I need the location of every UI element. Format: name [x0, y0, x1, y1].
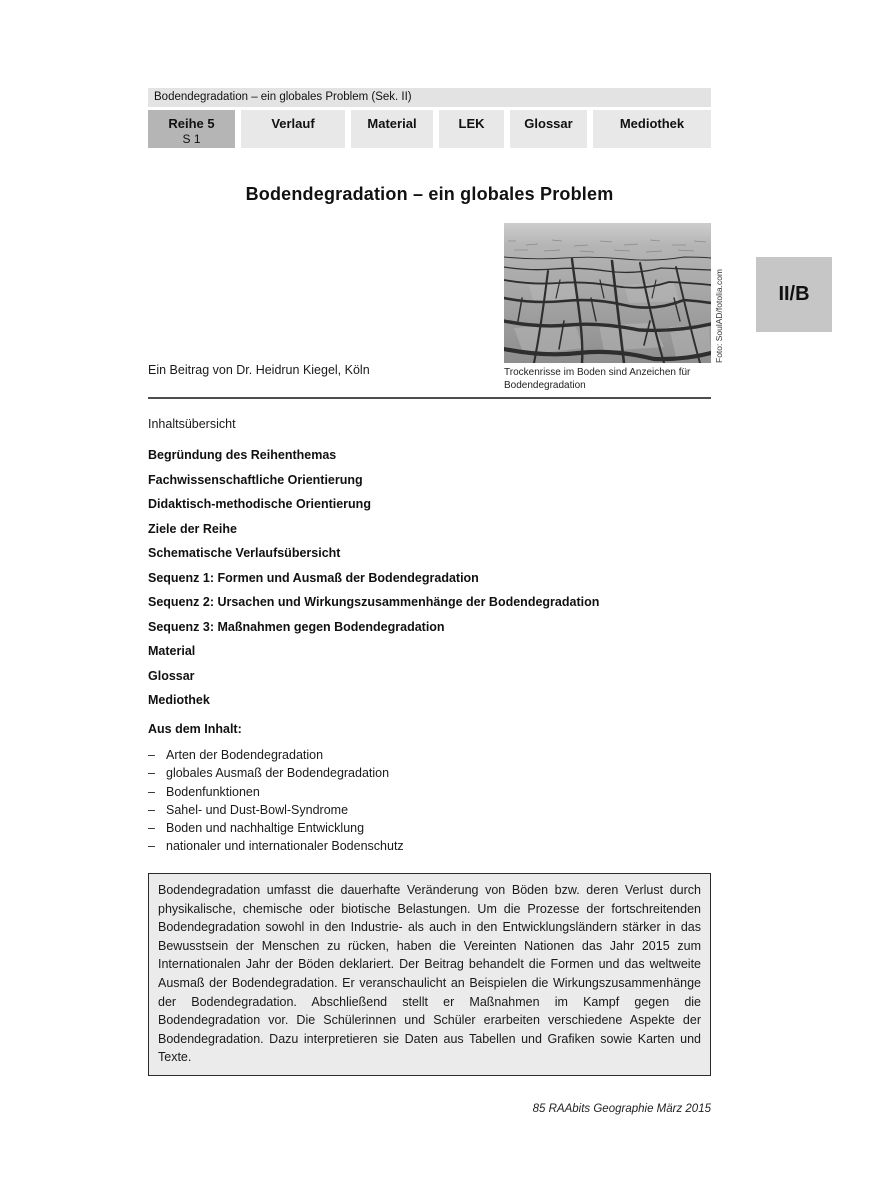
toc-item: Glossar	[148, 668, 195, 683]
tab-bar	[148, 110, 711, 148]
toc-item: Schematische Verlaufsübersicht	[148, 546, 341, 560]
cracked-soil-illustration	[504, 223, 711, 363]
toc-item: Sequenz 3: Maßnahmen gegen Bodendegradation	[148, 619, 445, 634]
tab-mediothek-label: Mediothek	[619, 116, 685, 131]
tab-reihe-label: Reihe 5	[168, 116, 215, 131]
tab-verlauf-label: Verlauf	[271, 116, 315, 131]
dash-marker: –	[148, 821, 155, 836]
photo-caption: Trockenrisse im Boden sind Anzeichen für Bodendegradation	[504, 367, 691, 391]
toc-item: Mediothek	[148, 693, 210, 707]
toc-item: Fachwissenschaftliche Orientierung	[148, 472, 363, 487]
contents-item-text: Sahel- und Dust-Bowl-Syndrome	[166, 802, 349, 817]
toc-list	[148, 443, 711, 713]
photo-credit: Foto: SoulAD/fotolia.com	[714, 268, 724, 363]
tab-material-label: Material	[367, 116, 417, 131]
byline: Ein Beitrag von Dr. Heidrun Kiegel, Köln	[148, 363, 370, 377]
contents-item-text: Arten der Bodendegradation	[166, 748, 324, 762]
tab-mediothek[interactable]	[593, 110, 711, 148]
tab-glossar-label: Glossar	[524, 116, 573, 131]
contents-item-text: globales Ausmaß der Bodendegradation	[166, 766, 390, 781]
tab-lek-label: LEK	[458, 116, 485, 131]
toc-item: Material	[148, 644, 196, 658]
contents-item	[148, 764, 711, 782]
dash-marker: –	[148, 839, 155, 854]
contents-item-text: nationaler und internationaler Bodenschutz	[166, 839, 404, 854]
tab-verlauf[interactable]	[241, 110, 345, 148]
tab-lek[interactable]	[439, 110, 504, 148]
cracked-soil-photo	[504, 223, 711, 363]
toc-item: Sequenz 2: Ursachen und Wirkungszusammenhänge der Bodendegradation	[148, 595, 600, 609]
contents-item	[148, 746, 711, 764]
contents-item	[148, 801, 711, 819]
page-title: Bodendegradation – ein globales Problem	[245, 184, 614, 204]
dash-marker: –	[148, 802, 155, 817]
section-badge	[756, 257, 832, 332]
section-badge-label: II/B	[778, 283, 810, 305]
toc-item: Ziele der Reihe	[148, 521, 237, 536]
header-strip-text: Bodendegradation – ein globales Problem (Sek. II)	[154, 91, 412, 103]
summary-box	[148, 873, 711, 1076]
toc-heading: Inhaltsübersicht	[148, 417, 236, 431]
contents-item	[148, 837, 711, 855]
contents-item-text: Boden und nachhaltige Entwicklung	[166, 821, 365, 836]
tab-material[interactable]	[351, 110, 433, 148]
contents-item	[148, 783, 711, 801]
contents-item	[148, 819, 711, 837]
contents-list	[148, 746, 711, 856]
horizontal-divider	[148, 397, 711, 399]
dash-marker: –	[148, 748, 155, 762]
toc-item: Didaktisch-methodische Orientierung	[148, 497, 371, 511]
tab-reihe[interactable]	[148, 110, 235, 148]
tab-reihe-sublabel: S 1	[182, 132, 201, 146]
header-strip	[148, 88, 711, 107]
contents-heading: Aus dem Inhalt:	[148, 722, 242, 736]
dash-marker: –	[148, 766, 155, 781]
summary-text: Bodendegradation umfasst die dauerhafte Veränderung von Böden bzw. deren Verlust durch physikalische, chemische oder biotische Belastungen. Um die Prozesse der fortschreitenden Bodendegradation sowohl in den Industrie- als auch in den Entwicklungsländern stärker in das Bewusstsein der Menschen zu rücken, haben die Vereinten Nationen das Jahr 2015 zum Internationalen Jahr der Böden deklariert. Der Beitrag behandelt die Formen und das weltweite Ausmaß der Bodendegradation. Er veranschaulicht an Beispielen die Wirkungszusammenhänge der Bodendegradation. Abschließend stellt er Maßnahmen im Kampf gegen die Bodendegradation vor. Die Schülerinnen und Schüler erarbeiten verschiedene Aspekte der Bodendegradation. Dazu interpretieren sie Daten aus Tabellen und Grafiken sowie Karten und Texte.	[158, 883, 701, 1065]
footer-credit: 85 RAAbits Geographie März 2015	[532, 1103, 711, 1115]
toc-item: Begründung des Reihenthemas	[148, 448, 337, 462]
tab-glossar[interactable]	[510, 110, 587, 148]
contents-item-text: Bodenfunktionen	[166, 784, 260, 799]
toc-item: Sequenz 1: Formen und Ausmaß der Bodendegradation	[148, 570, 479, 585]
dash-marker: –	[148, 784, 155, 799]
